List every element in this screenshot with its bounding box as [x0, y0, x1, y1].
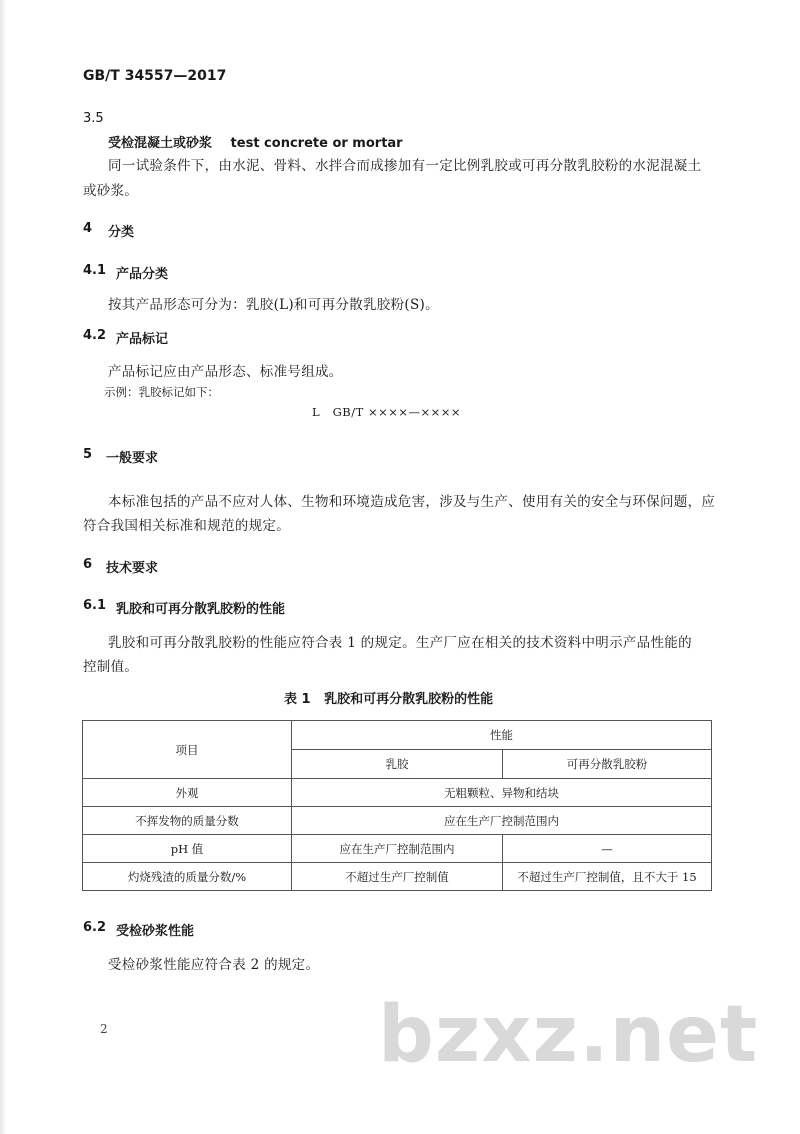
row-item-cell: 外观	[83, 779, 292, 807]
table-row	[83, 863, 712, 891]
clause-6-2-number: 6.2	[83, 920, 107, 935]
table-row	[83, 807, 712, 835]
table-1-caption: 表 1 乳胶和可再分散乳胶粉的性能	[284, 692, 494, 707]
row-latex-cell: 不超过生产厂控制值	[292, 863, 503, 891]
table-1	[82, 720, 712, 891]
row-latex-cell: 应在生产厂控制范围内	[292, 835, 503, 863]
clause-3-5-term	[108, 132, 403, 151]
header-latex-cell: 乳胶	[292, 750, 503, 779]
clause-4-1-number: 4.1	[83, 263, 107, 278]
row-merged-cell: 无粗颗粒、异物和结块	[292, 779, 712, 807]
term-english: test concrete or mortar	[230, 136, 403, 151]
clause-6-1-number: 6.1	[83, 598, 107, 613]
watermark: bzxz.net	[378, 990, 759, 1080]
section-4-title: 分类	[108, 225, 135, 240]
section-4-number: 4	[83, 221, 93, 236]
clause-3-5-definition-line2: 或砂浆。	[83, 183, 139, 199]
row-merged-cell: 应在生产厂控制范围内	[292, 807, 712, 835]
page-edge-shadow	[0, 0, 6, 1134]
header-performance-cell: 性能	[292, 721, 712, 750]
row-powder-cell: —	[503, 835, 712, 863]
term-chinese: 受检混凝土或砂浆	[108, 136, 213, 151]
header-item-cell: 项目	[83, 721, 292, 779]
row-item-cell: pH 值	[83, 835, 292, 863]
clause-4-1-title: 产品分类	[116, 267, 169, 282]
row-powder-cell: 不超过生产厂控制值，且不大于 15	[503, 863, 712, 891]
row-item-cell: 不挥发物的质量分数	[83, 807, 292, 835]
clause-6-2-title: 受检砂浆性能	[116, 924, 195, 939]
section-5-text-line1: 本标准包括的产品不应对人体、生物和环境造成危害，涉及与生产、使用有关的安全与环保问题，应	[108, 494, 716, 510]
table-header-row	[83, 721, 712, 750]
section-5-number: 5	[83, 447, 93, 462]
row-item-cell: 灼烧残渣的质量分数/%	[83, 863, 292, 891]
clause-6-1-text-line1: 乳胶和可再分散乳胶粉的性能应符合表 1 的规定。生产厂应在相关的技术资料中明示产品性能的	[108, 635, 692, 651]
section-5-title: 一般要求	[106, 451, 159, 466]
clause-4-2-example-label: 示例：乳胶标记如下：	[104, 385, 219, 399]
clause-4-1-text: 按其产品形态可分为：乳胶(L)和可再分散乳胶粉(S)。	[108, 297, 439, 313]
table-row	[83, 835, 712, 863]
header-powder-cell: 可再分散乳胶粉	[503, 750, 712, 779]
clause-4-2-example-code: L GB/T ××××—××××	[312, 405, 462, 419]
section-6-number: 6	[83, 557, 93, 572]
clause-6-2-text: 受检砂浆性能应符合表 2 的规定。	[108, 957, 320, 973]
table-row	[83, 779, 712, 807]
clause-3-5-definition-line1: 同一试验条件下，由水泥、骨料、水拌合而成掺加有一定比例乳胶或可再分散乳胶粉的水泥混凝土	[108, 158, 702, 174]
clause-6-1-title: 乳胶和可再分散乳胶粉的性能	[116, 602, 286, 617]
clause-4-2-number: 4.2	[83, 328, 107, 343]
section-6-title: 技术要求	[106, 561, 159, 576]
section-5-text-line2: 符合我国相关标准和规范的规定。	[83, 518, 290, 534]
clause-3-5-number: 3.5	[83, 111, 104, 126]
standard-number-header: GB/T 34557—2017	[83, 68, 227, 84]
clause-6-1-text-line2: 控制值。	[83, 659, 139, 675]
clause-4-2-title: 产品标记	[116, 332, 169, 347]
page-number: 2	[100, 1022, 108, 1036]
clause-4-2-text: 产品标记应由产品形态、标准号组成。	[108, 364, 343, 380]
